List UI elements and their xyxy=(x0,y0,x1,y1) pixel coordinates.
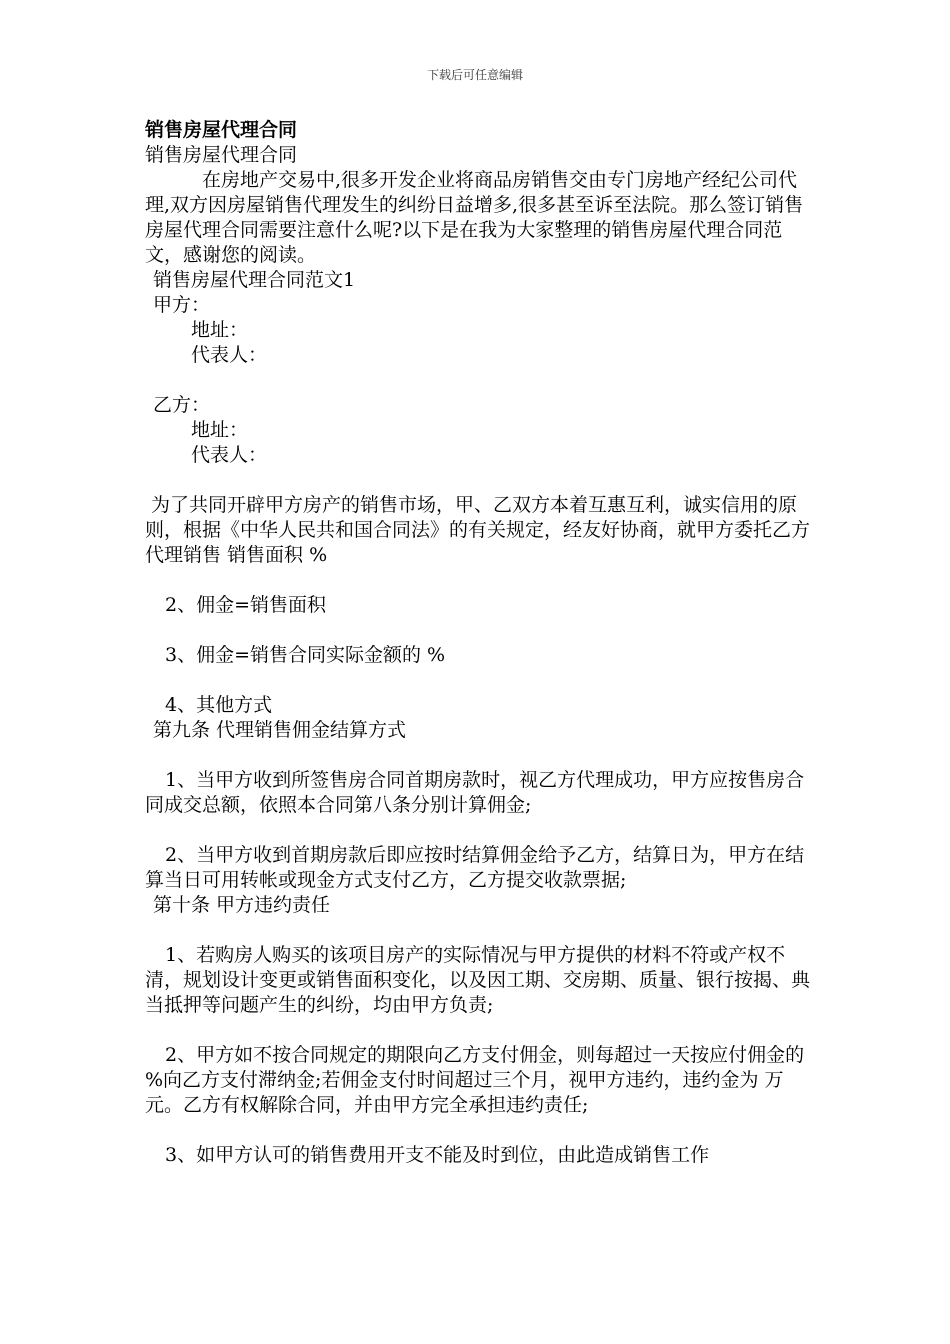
commission-item: 3、佣金=销售合同实际金额的 % xyxy=(165,644,446,666)
article-10-item: 1、若购房人购买的该项目房产的实际情况与甲方提供的材料不符或产权不清，规划设计变更或销售面积变化，以及因工期、交房期、质量、银行按揭、典当抵押等问题产生的纠纷，均由甲方负责; xyxy=(145,944,811,1016)
party-a-label: 甲方： xyxy=(153,294,211,316)
purpose-paragraph: 为了共同开辟甲方房产的销售市场，甲、乙双方本着互惠互利，诚实信用的原则，根据《中华人民共和国合同法》的有关规定，经友好协商，就甲方委托乙方代理销售 销售面积 % xyxy=(145,494,811,566)
commission-item: 2、佣金=销售面积 xyxy=(165,594,327,616)
header-note: 下载后可任意编辑 xyxy=(426,68,523,82)
party-b-rep: 代表人： xyxy=(191,444,268,466)
article-9-heading: 第九条 代理销售佣金结算方式 xyxy=(153,719,407,741)
sample-heading: 销售房屋代理合同范文1 xyxy=(153,269,356,291)
document-subtitle: 销售房屋代理合同 xyxy=(145,144,298,166)
article-10-heading: 第十条 甲方违约责任 xyxy=(153,894,331,916)
party-a-address: 地址： xyxy=(191,319,249,341)
document-title: 销售房屋代理合同 xyxy=(145,119,298,141)
intro-paragraph: 在房地产交易中,很多开发企业将商品房销售交由专门房地产经纪公司代理,双方因房屋销售代理发生的纠纷日益增多,很多甚至诉至法院。那么签订销售房屋代理合同需要注意什么呢?以下是在我为大家整理的销售房屋代理合同范文，感谢您的阅读。 xyxy=(145,169,804,266)
party-b-address: 地址： xyxy=(191,419,249,441)
article-10-item: 3、如甲方认可的销售费用开支不能及时到位，由此造成销售工作 xyxy=(165,1144,710,1166)
document-body xyxy=(145,118,810,1168)
party-a-rep: 代表人： xyxy=(191,344,268,366)
article-10-item: 2、甲方如不按合同规定的期限向乙方支付佣金，则每超过一天按应付佣金的 %向乙方支付滞纳金;若佣金支付时间超过三个月，视甲方违约，违约金为 万元。乙方有权解除合同，并由甲方完全承担违约责任; xyxy=(145,1044,811,1116)
commission-item: 4、其他方式 xyxy=(165,694,273,716)
article-9-item: 1、当甲方收到所签售房合同首期房款时，视乙方代理成功，甲方应按售房合同成交总额，依照本合同第八条分别计算佣金; xyxy=(145,769,805,816)
party-b-label: 乙方： xyxy=(153,394,211,416)
article-9-item: 2、当甲方收到首期房款后即应按时结算佣金给予乙方，结算日为，甲方在结算当日可用转帐或现金方式支付乙方，乙方提交收款票据; xyxy=(145,844,805,891)
